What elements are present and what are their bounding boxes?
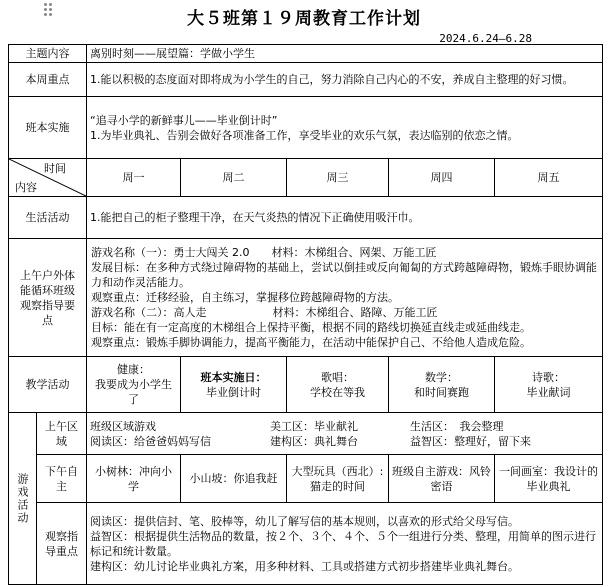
day-header: 周三 <box>287 159 389 197</box>
game-label: 游戏活动 <box>16 472 29 525</box>
header-diagonal-cell <box>9 159 87 197</box>
morning-content <box>87 413 603 455</box>
date-range: 2024.6.24—6.28 <box>439 32 532 45</box>
outdoor-line: 发展目标：在多种方式绕过障碍物的基础上，尝试以倒挂或反向匍匐的方式跨越障碍物，锻炼手眼协调能力和动作灵活能力。 <box>91 261 597 289</box>
observe-line: 建构区：幼儿讨论毕业典礼方案，用多种材料、工具或搭建方式初步搭建毕业典礼舞台。 <box>90 559 519 573</box>
teaching-label: 教学活动 <box>9 357 87 413</box>
focus-label: 本周重点 <box>9 63 87 97</box>
morning-item: 班级区域游戏 <box>90 419 156 433</box>
morning-item: 益智区：整理好，留下来 <box>410 434 531 448</box>
focus-value: 1.能以积极的态度面对即将成为小学生的自己，努力消除自己内心的不安，养成自主整理的好习惯。 <box>87 63 603 97</box>
life-value: 1.能把自己的柜子整理干净，在天气炎热的情况下正确使用吸汗巾。 <box>87 197 603 239</box>
outdoor-line: 观察重点：锻炼手脚协调能力，提高平衡能力，在活动中能保护自己、不给他人造成危险。 <box>91 336 531 349</box>
teaching-subject: 歌唱： <box>321 370 354 384</box>
morning-item: 生活区： 我会整理 <box>410 419 504 433</box>
teaching-topic: 学校在等我 <box>310 385 365 399</box>
outdoor-line: 游戏名称（一）：勇士大闯关 2.0 材料：木梯组合、网架、万能工匠 <box>91 246 437 259</box>
implementation-value <box>87 97 603 159</box>
teaching-subject: 班本实施日： <box>200 370 267 384</box>
day-header: 周五 <box>495 159 603 197</box>
day-header: 周一 <box>87 159 181 197</box>
game-label-cell <box>9 413 37 585</box>
afternoon-label: 下午自主 <box>37 455 87 503</box>
life-label: 生活活动 <box>9 197 87 239</box>
content-label: 内容 <box>15 181 37 194</box>
teaching-subject: 健康： <box>117 363 150 376</box>
outdoor-line: 观察重点：迁移经验，自主练习，掌握移位跨越障碍物的方法。 <box>91 291 399 304</box>
observe-content <box>87 503 603 585</box>
teaching-topic: 毕业献词 <box>526 385 571 399</box>
implementation-label: 班本实施 <box>9 97 87 159</box>
morning-label: 上午区域 <box>37 413 87 455</box>
outdoor-label: 上午户外体能循环班级观察指导要点 <box>9 239 87 357</box>
teaching-day-2 <box>181 357 287 413</box>
observe-line: 益智区：根据提供生活物品的数量，按２个、３个、４个、５个一组进行分类、整理，用简单的图示进行标记和统计数量。 <box>90 529 596 558</box>
day-header: 周二 <box>181 159 287 197</box>
day-header: 周四 <box>389 159 495 197</box>
afternoon-item: 大型玩具（西北）:猫走的时间 <box>287 455 389 503</box>
teaching-topic: 我要成为小学生了 <box>95 378 172 406</box>
implementation-line1: “追寻小学的新鲜事儿——毕业倒计时” <box>90 113 278 127</box>
teaching-topic: 和时间赛跑 <box>414 385 469 399</box>
time-label: 时间 <box>44 162 66 175</box>
topic-label: 主题内容 <box>9 45 87 63</box>
topic-value: 离别时刻——展望篇：学做小学生 <box>87 45 603 63</box>
morning-item: 美工区：毕业献礼 <box>270 419 358 433</box>
teaching-day-3 <box>287 357 389 413</box>
afternoon-item: 小树林：冲向小学 <box>87 455 181 503</box>
plan-table <box>8 44 603 585</box>
teaching-day-5 <box>495 357 603 413</box>
teaching-day-1 <box>87 357 181 413</box>
afternoon-item: 班级自主游戏：风铃密语 <box>389 455 495 503</box>
afternoon-item: 一间画室：我设计的毕业典礼 <box>495 455 603 503</box>
morning-item: 建构区：典礼舞台 <box>270 434 358 448</box>
teaching-subject: 诗歌： <box>532 370 566 384</box>
afternoon-item: 小山坡：你追我赶 <box>181 455 287 503</box>
observe-line: 阅读区：提供信封、笔、胶棒等，幼儿了解写信的基本规则，以喜欢的形式给父母写信。 <box>90 514 519 528</box>
observe-label: 观察指导重点 <box>37 503 87 585</box>
teaching-subject: 数学： <box>425 370 458 384</box>
implementation-line2: 1.为毕业典礼、告别会做好各项准备工作，享受毕业的欢乐气氛，表达临别的依恋之情。 <box>90 128 519 142</box>
outdoor-content <box>87 239 603 357</box>
morning-item: 阅读区：给爸爸妈妈写信 <box>90 434 211 448</box>
page-title: 大５班第１９周教育工作计划 <box>187 9 421 29</box>
outdoor-line: 目标：能在有一定高度的木梯组合上保持平衡，根据不同的路线切换延直线走或延曲线走。 <box>91 321 531 334</box>
outdoor-line: 游戏名称（二）：高人走 材料：木梯组合、路障、万能工匠 <box>91 306 438 319</box>
teaching-topic: 毕业倒计时 <box>206 385 261 399</box>
teaching-day-4 <box>389 357 495 413</box>
